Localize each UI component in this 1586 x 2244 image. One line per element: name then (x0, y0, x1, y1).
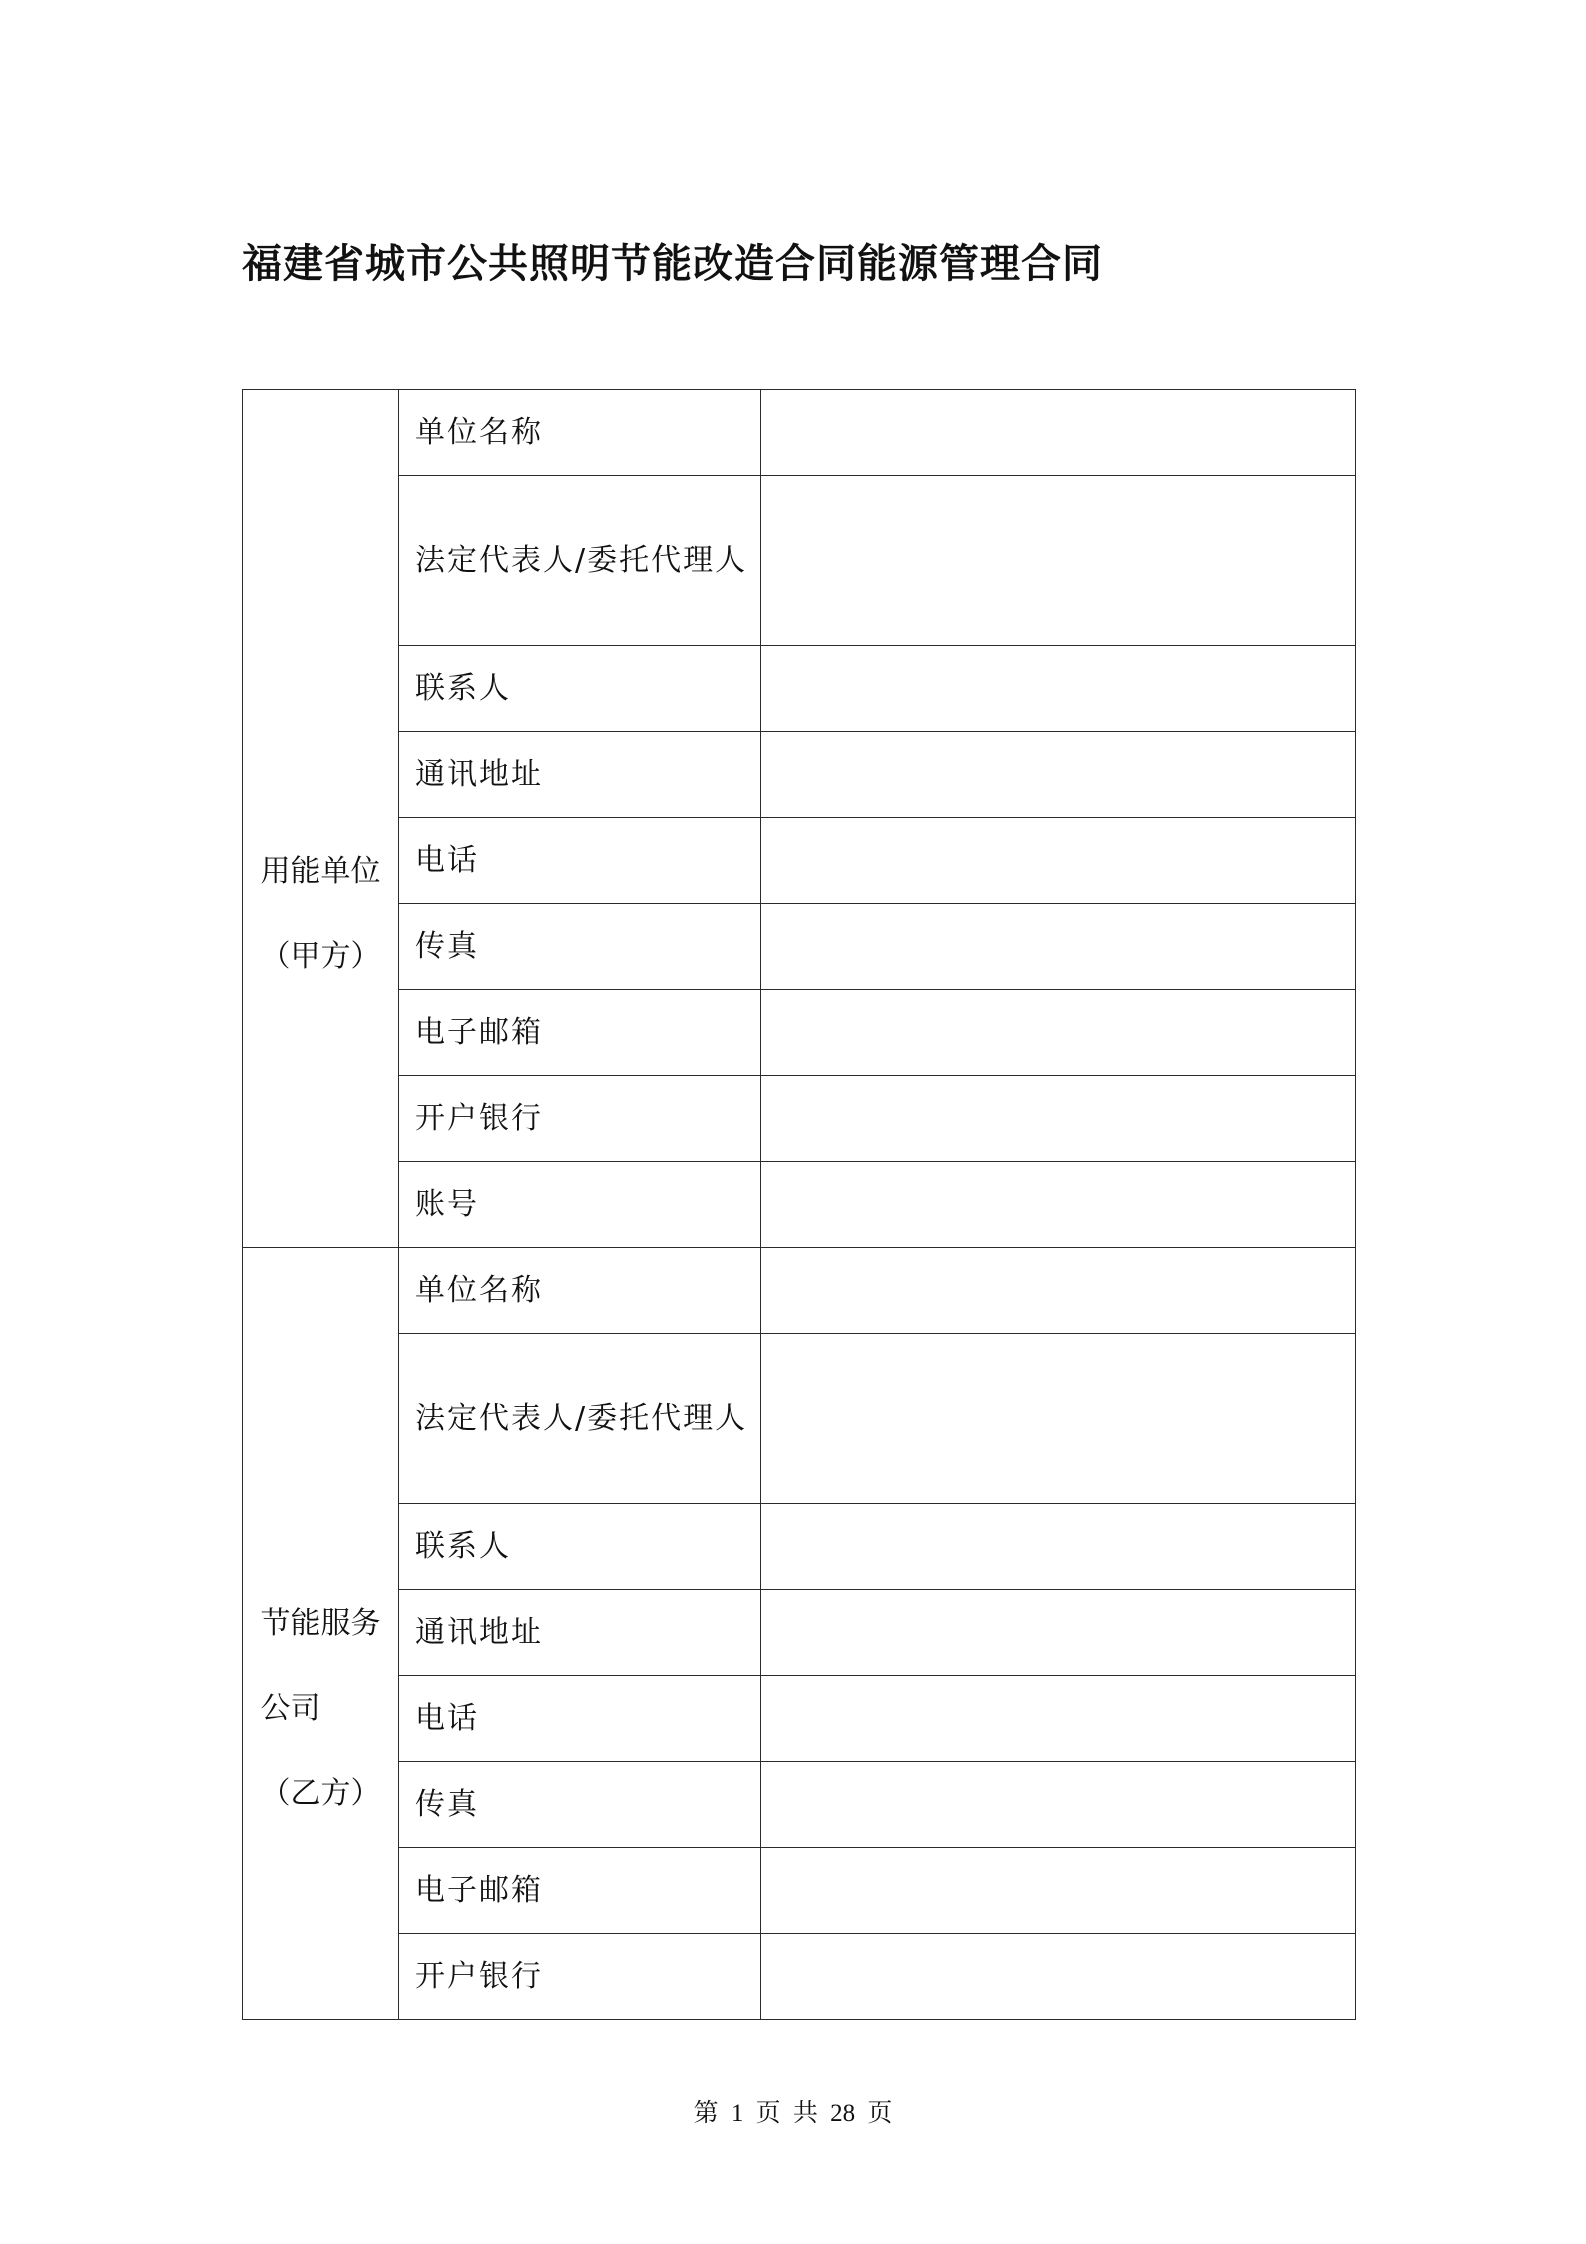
field-label: 通讯地址 (399, 732, 761, 818)
party-a-representative-value[interactable] (761, 476, 1356, 646)
party-a-name-value[interactable] (761, 390, 1356, 476)
party-b-representative-value[interactable] (761, 1334, 1356, 1504)
table-row (243, 1762, 1356, 1848)
field-label: 账号 (399, 1162, 761, 1248)
party-b-name-value[interactable] (761, 1248, 1356, 1334)
party-a-label (243, 390, 399, 1248)
party-a-account-value[interactable] (761, 1162, 1356, 1248)
table-row (243, 732, 1356, 818)
table-row (243, 1162, 1356, 1248)
party-a-label-line: 用能单位 (260, 853, 381, 889)
table-row (243, 1504, 1356, 1590)
field-label: 单位名称 (399, 390, 761, 476)
table-row (243, 1334, 1356, 1504)
table-row (243, 1590, 1356, 1676)
field-label: 开户银行 (399, 1934, 761, 2020)
table-row (243, 818, 1356, 904)
party-b-bank-value[interactable] (761, 1934, 1356, 2020)
party-b-label (243, 1248, 399, 2020)
field-label: 法定代表人/委托代理人 (399, 476, 761, 646)
party-b-email-value[interactable] (761, 1848, 1356, 1934)
party-b-contact-value[interactable] (761, 1504, 1356, 1590)
table-row (243, 1848, 1356, 1934)
page-footer: 第 1 页 共 28 页 (693, 2100, 893, 2127)
party-a-bank-value[interactable] (761, 1076, 1356, 1162)
party-b-label-line: （乙方） (260, 1776, 381, 1811)
table-row (243, 1248, 1356, 1334)
table-row (243, 390, 1356, 476)
table-row (243, 646, 1356, 732)
table-row (243, 990, 1356, 1076)
field-label: 法定代表人/委托代理人 (399, 1334, 761, 1504)
field-label: 通讯地址 (399, 1590, 761, 1676)
field-label: 传真 (399, 904, 761, 990)
party-a-address-value[interactable] (761, 732, 1356, 818)
field-label: 电子邮箱 (399, 990, 761, 1076)
field-label: 联系人 (399, 1504, 761, 1590)
party-b-label-line: 节能服务 (260, 1606, 381, 1641)
party-a-label-line: （甲方） (260, 938, 381, 974)
table-row (243, 904, 1356, 990)
field-label: 电话 (399, 818, 761, 904)
field-label: 单位名称 (399, 1248, 761, 1334)
party-a-contact-value[interactable] (761, 646, 1356, 732)
field-label: 传真 (399, 1762, 761, 1848)
party-b-fax-value[interactable] (761, 1762, 1356, 1848)
contract-parties-table (242, 389, 1356, 2020)
field-label: 电子邮箱 (399, 1848, 761, 1934)
party-b-phone-value[interactable] (761, 1676, 1356, 1762)
party-b-label-line: 公司 (260, 1691, 321, 1726)
field-label: 联系人 (399, 646, 761, 732)
page-title: 福建省城市公共照明节能改造合同能源管理合同 (242, 241, 1103, 287)
field-label: 电话 (399, 1676, 761, 1762)
table-row (243, 1934, 1356, 2020)
party-a-fax-value[interactable] (761, 904, 1356, 990)
party-a-email-value[interactable] (761, 990, 1356, 1076)
table-row (243, 1676, 1356, 1762)
field-label: 开户银行 (399, 1076, 761, 1162)
party-b-address-value[interactable] (761, 1590, 1356, 1676)
table-row (243, 476, 1356, 646)
table-row (243, 1076, 1356, 1162)
party-a-phone-value[interactable] (761, 818, 1356, 904)
